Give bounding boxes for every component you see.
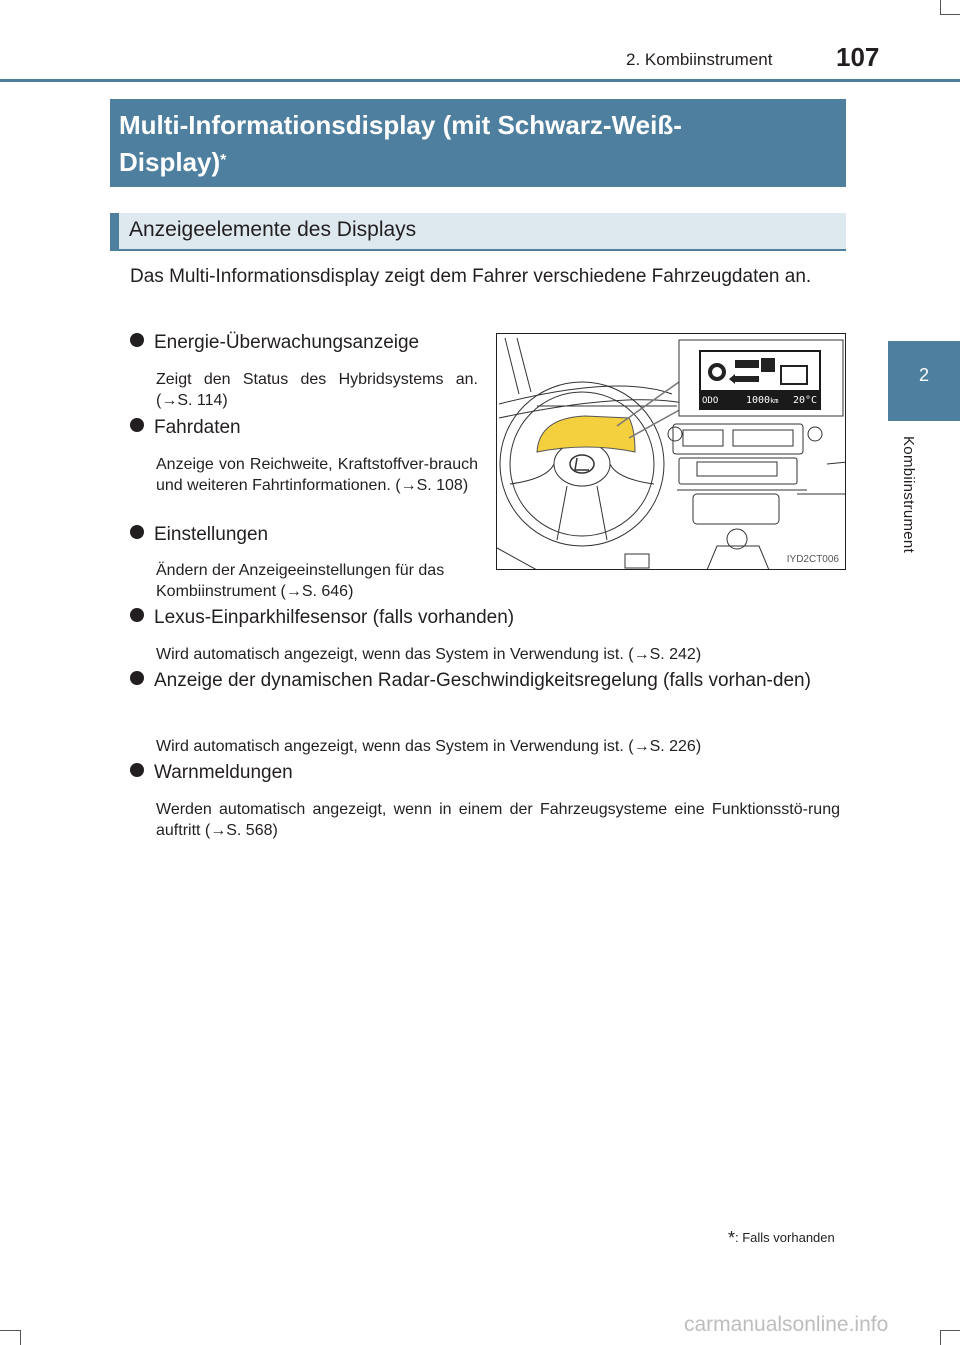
bullet-description: Anzeige von Reichweite, Kraftstoffver-brauch und weiteren Fahrtinformationen. (→S. 108)	[156, 456, 478, 494]
crop-mark	[940, 14, 960, 15]
crop-mark	[20, 1330, 21, 1345]
bullet-icon	[130, 671, 144, 685]
section-title-line1: Multi-Informationsdisplay (mit Schwarz-Weiß-	[119, 110, 682, 140]
dashboard-illustration	[496, 333, 846, 570]
bullet-icon	[130, 418, 144, 432]
footnote-star-icon: *	[728, 1228, 736, 1248]
chapter-tab-label: Kombiinstrument	[900, 436, 917, 554]
section-title	[119, 107, 838, 181]
footnote-text: : Falls vorhanden	[735, 1230, 835, 1245]
bullet-description: Werden automatisch angezeigt, wenn in einem der Fahrzeugsysteme eine Funktionsstö-rung auftritt (→S. 568)	[156, 801, 840, 839]
section-title-box	[110, 99, 846, 187]
bullet-title: Anzeige der dynamischen Radar-Geschwindigkeitsregelung (falls vorhan-den)	[130, 666, 840, 695]
footnote	[728, 1228, 835, 1249]
header-chapter: 2. Kombiinstrument	[626, 50, 773, 69]
crop-mark	[940, 1330, 941, 1345]
page-number: 107	[836, 42, 880, 72]
crop-mark	[940, 0, 941, 14]
dashboard-drawing	[497, 334, 846, 570]
subsection-heading: Anzeigeelemente des Displays	[129, 218, 417, 241]
bullet-icon	[130, 525, 144, 539]
chapter-tab-number: 2	[918, 365, 929, 385]
bullet-description: Wird automatisch angezeigt, wenn das System in Verwendung ist. (→S. 226)	[156, 738, 702, 755]
bullet-icon	[130, 763, 144, 777]
bullet-title: Einstellungen	[130, 520, 268, 549]
crop-mark	[0, 1330, 20, 1331]
bullet-description: Ändern der Anzeigeeinstellungen für das Kombiinstrument (→S. 646)	[156, 562, 445, 600]
footnote-star-icon: *	[220, 152, 227, 169]
bullet-description: Zeigt den Status des Hybridsystems an. (→S. 114)	[156, 371, 478, 409]
crop-mark	[940, 1330, 960, 1331]
display-temp-text: 20°C	[793, 395, 818, 406]
display-odo-text: ODO	[702, 396, 719, 406]
header-divider	[0, 79, 960, 82]
bullet-description: Wird automatisch angezeigt, wenn das System in Verwendung ist. (→S. 242)	[156, 646, 702, 663]
watermark[interactable]: carmanualsonline.info	[684, 1313, 889, 1336]
bullet-title: Warnmeldungen	[130, 758, 293, 787]
bullet-title: Fahrdaten	[130, 413, 241, 442]
bullet-title: Lexus-Einparkhilfesensor (falls vorhanden)	[130, 603, 514, 632]
subsection-heading-box	[110, 213, 846, 251]
intro-paragraph: Das Multi-Informationsdisplay zeigt dem Fahrer verschiedene Fahrzeugdaten an.	[130, 266, 812, 287]
bullet-title: Energie-Überwachungsanzeige	[130, 328, 419, 357]
chapter-tab[interactable]	[888, 341, 960, 421]
display-km-text: 1000km	[746, 395, 779, 406]
bullet-icon	[130, 608, 144, 622]
section-title-line2: Display)	[119, 147, 221, 177]
bullet-icon	[130, 333, 144, 347]
figure-label: IYD2CT006	[786, 554, 839, 565]
